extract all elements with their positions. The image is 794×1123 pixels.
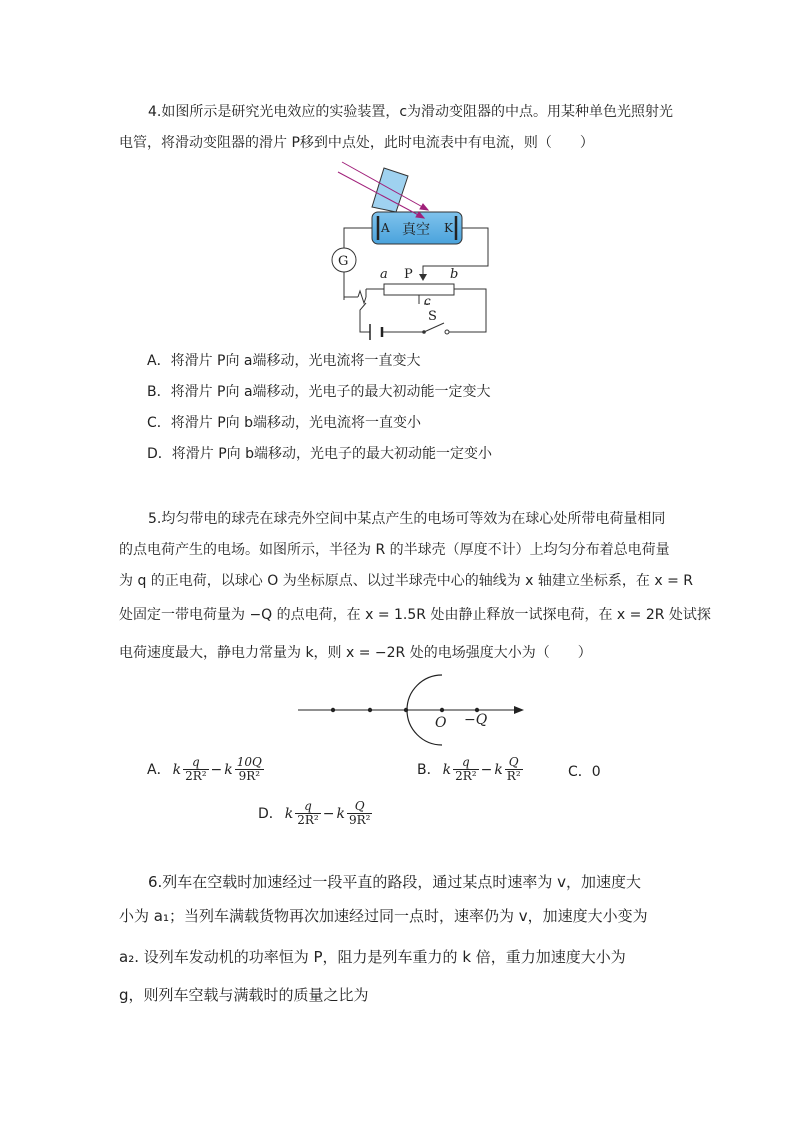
tube-label-vacuum: 真空 [402,222,430,238]
rheostat [384,284,454,295]
denominator: 2R² [185,769,207,783]
fraction [453,756,478,783]
numerator: q [183,756,208,770]
numerator: q [453,756,478,770]
denominator: 2R² [297,813,319,827]
denominator: 9R² [238,769,261,783]
q5-line2: 的点电荷产生的电场。如图所示，半径为 R 的半球壳（厚度不计）上均匀分布着总电荷量 [119,542,670,558]
q5-option-b [417,756,523,783]
switch-contact [445,330,449,334]
q5-option-d [258,800,372,827]
label-c: c [424,294,431,308]
minus-sign: − [322,805,335,822]
numerator: q [295,800,320,814]
q4-option-a: A．将滑片 P向 a端移动，光电流将一直变大 [147,353,421,369]
origin-point [440,708,444,712]
galvanometer-label: G [338,254,349,269]
numerator: Q [505,756,523,770]
slider-arrow [419,274,427,281]
label-p: P [404,267,413,282]
fraction [183,756,208,783]
q4-option-b: B．将滑片 P向 a端移动，光电子的最大初动能一定变大 [147,384,491,400]
q4-option-c: C．将滑片 P向 b端移动，光电流将一直变小 [147,415,422,431]
option-a-label: A． [147,761,171,778]
q6-line1: 6.列车在空载时加速经过一段平直的路段，通过某点时速率为 v，加速度大 [148,873,641,891]
constant-k: k [284,805,294,822]
q6-line2: 小为 a₁；当列车满载货物再次加速经过同一点时，速率仍为 v，加速度大小变为 [119,907,648,925]
q5-line3: 为 q 的正电荷，以球心 O 为坐标原点、以过半球壳中心的轴线为 x 轴建立坐标系，在 x = R [119,573,693,589]
option-d-label: D． [258,805,283,822]
label-a: a [380,267,388,282]
denominator: 2R² [455,769,477,783]
x-axis-arrow [514,706,524,714]
q4-line2: 电管，将滑动变阻器的滑片 P移到中点处，此时电流表中有电流，则（ ） [119,135,594,151]
constant-k: k [336,805,345,822]
switch-pivot [422,330,426,334]
option-b-label: B． [417,761,441,778]
switch-arm [424,323,444,332]
axis-point-1 [331,708,335,712]
fraction [235,756,264,783]
numerator: 10Q [236,755,262,769]
tube-label-k: K [444,221,453,235]
constant-k: k [494,761,503,778]
constant-k: k [224,761,233,778]
q6-line4: g，则列车空载与满载时的质量之比为 [119,986,369,1004]
q5-line1: 5.均匀带电的球壳在球壳外空间中某点产生的电场可等效为在球心处所带电荷量相同 [148,511,666,527]
tube-window [372,168,408,212]
numerator: Q [347,800,372,814]
label-origin: O [435,715,447,731]
q4-line1: 4.如图所示是研究光电效应的实验装置，c为滑动变阻器的中点。用某种单色光照射光 [148,104,674,120]
q5-option-c: C．0 [568,764,601,780]
q5-line4: 处固定一带电荷量为 −Q 的点电荷，在 x = 1.5R 处由静止释放一试探电荷，在 x = 2R 处试探 [119,607,711,623]
minus-sign: − [210,761,223,778]
minus-sign: − [480,761,493,778]
q4-option-d: D．将滑片 P向 b端移动，光电子的最大初动能一定变小 [147,446,493,462]
switch-label: S [428,309,437,324]
constant-k: k [442,761,452,778]
constant-k: k [172,761,182,778]
axis-point-2 [368,708,372,712]
q6-line3: a₂. 设列车发动机的功率恒为 P，阻力是列车重力的 k 倍，重力加速度大小为 [119,948,626,966]
fraction [295,800,320,827]
q5-option-a [147,756,264,783]
denominator: R² [506,769,521,783]
fraction [347,800,372,827]
hemisphere-axis-diagram [296,668,528,748]
label-negative-q: −Q [464,712,488,728]
photoelectric-circuit-diagram [320,160,510,345]
denominator: 9R² [348,813,371,827]
q5-line5: 电荷速度最大，静电力常量为 k，则 x = −2R 处的电场强度大小为（ ） [119,645,592,661]
axis-point-3 [404,708,408,712]
tube-label-a: A [381,221,390,235]
fraction [505,756,523,783]
label-b: b [450,267,459,282]
